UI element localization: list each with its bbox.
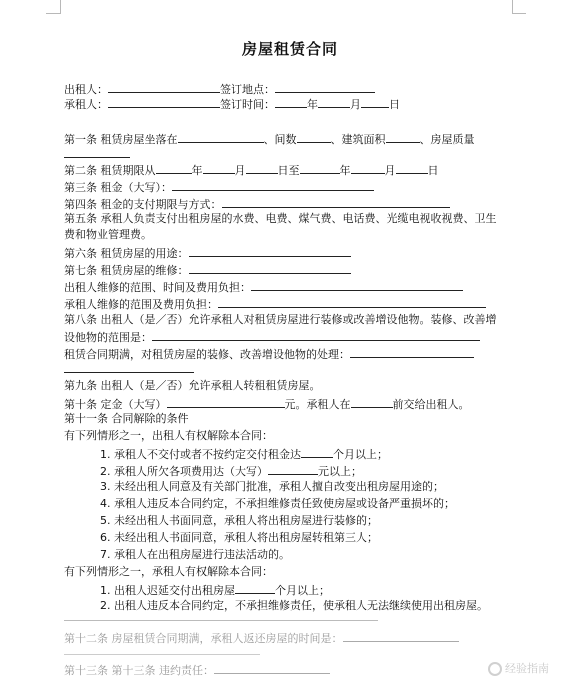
page-corner-mark: [46, 13, 60, 14]
case-tail: 元以上；: [318, 465, 362, 478]
to-year-blank[interactable]: [300, 162, 340, 174]
repair-blank[interactable]: [189, 262, 351, 274]
lessor-label: 出租人：: [64, 83, 108, 96]
page-corner-mark: [60, 0, 61, 14]
rooms-label: 、间数: [263, 133, 297, 146]
year-blank[interactable]: [275, 96, 307, 108]
case-text: 承租人所欠各项费用达（大写）: [114, 465, 268, 478]
lessor-case: [100, 446, 388, 462]
case-number: 1.: [100, 584, 111, 597]
article-4: [64, 196, 450, 212]
section-rule: [64, 654, 260, 655]
quality-label: 、房屋质量: [419, 133, 475, 146]
page-corner-mark: [512, 13, 526, 14]
case-text: 承租人不交付或者不按约定交付租金达: [114, 448, 301, 461]
sign-place-blank[interactable]: [275, 81, 375, 93]
article-11: 第十一条 合同解除的条件: [64, 412, 189, 425]
deposit-date-blank[interactable]: [351, 396, 393, 408]
lessor-case: [100, 480, 444, 494]
lessor-case: [100, 548, 290, 562]
year-label: 年: [307, 98, 318, 111]
article-13-text: 第十三条 第十三条 违约责任：: [64, 664, 214, 677]
month-label: 月: [384, 164, 396, 177]
case-text: 出租人违反本合同约定，不承担维修责任，使承租人无法继续使用出租房屋。: [114, 599, 488, 612]
deposit-text: 第十条 定金（大写）: [64, 398, 167, 411]
liability-blank[interactable]: [214, 662, 330, 674]
article-1: [64, 131, 475, 147]
rent-blank[interactable]: [172, 179, 374, 191]
lessee-repair-text: 承租人维修的范围及费用负担：: [64, 298, 218, 311]
months-blank[interactable]: [301, 446, 333, 458]
from-month-blank[interactable]: [203, 162, 235, 174]
lessor-repair-blank[interactable]: [251, 279, 463, 291]
lessor-case: [100, 531, 378, 545]
amount-blank[interactable]: [268, 463, 318, 475]
case-number: 2.: [100, 465, 111, 478]
rooms-blank[interactable]: [297, 131, 331, 143]
article-6: [64, 245, 351, 261]
lessee-case: [100, 599, 488, 613]
article-8: 第八条 出租人（是／否）允许承租人对租赁房屋进行装修或改善增设他物。装修、改善增: [64, 313, 497, 326]
article-5-continued: 费和物业管理费。: [64, 228, 152, 241]
watermark-logo-icon: [488, 662, 502, 676]
from-year-blank[interactable]: [156, 162, 192, 174]
article-7-text: 第七条 租赁房屋的维修：: [64, 264, 189, 277]
case-tail: 个月以上；: [333, 448, 388, 461]
article-8-continued: [64, 329, 480, 345]
case-text: 出租人迟延交付出租房屋: [114, 584, 235, 597]
case-text: 承租人在出租房屋进行违法活动的。: [114, 548, 290, 561]
article-9: 第九条 出租人（是／否）允许承租人转租租赁房屋。: [64, 379, 321, 392]
case-number: 1.: [100, 448, 111, 461]
month-blank[interactable]: [318, 96, 350, 108]
location-blank[interactable]: [178, 131, 264, 143]
area-label: 、建筑面积: [330, 133, 386, 146]
case-number: 7.: [100, 548, 111, 561]
lessee-blank[interactable]: [108, 96, 220, 108]
case-text: 承租人违反本合同约定，不承担维修责任致使房屋或设备严重损坏的；: [114, 497, 455, 510]
lessor-repair-line: [64, 279, 463, 295]
case-text: 未经出租人同意及有关部门批准，承租人擅自改变出租房屋用途的；: [114, 480, 444, 493]
expiry-continuation-blank[interactable]: [64, 372, 194, 373]
article-5: 第五条 承租人负责支付出租房屋的水费、电费、煤气费、电话费、光缆电视收视费、卫生: [64, 212, 497, 225]
article-13: [64, 662, 330, 678]
day-label: 日: [427, 164, 439, 177]
expiry-line: [64, 346, 474, 362]
lessor-cases-intro: 有下列情形之一，出租人有权解除本合同：: [64, 429, 273, 442]
lessee-line: [64, 96, 400, 112]
to-day-blank[interactable]: [396, 162, 428, 174]
delay-months-blank[interactable]: [235, 582, 275, 594]
sign-place-label: 签订地点：: [220, 83, 275, 96]
lessee-repair-blank[interactable]: [218, 296, 486, 308]
lessee-repair-line: [64, 296, 486, 312]
article-8-scope-text: 设他物的范围是：: [64, 331, 152, 344]
area-blank[interactable]: [386, 131, 420, 143]
article-6-text: 第六条 租赁房屋的用途：: [64, 247, 189, 260]
lessor-case: [100, 514, 378, 528]
return-time-blank[interactable]: [343, 630, 459, 642]
expiry-blank[interactable]: [350, 346, 474, 358]
payment-blank[interactable]: [222, 196, 450, 208]
watermark: [488, 660, 549, 676]
article-4-text: 第四条 租金的支付期限与方式：: [64, 198, 222, 211]
document-title: 房屋租赁合同: [241, 40, 338, 58]
renovation-scope-blank[interactable]: [152, 329, 480, 341]
article-12: [64, 630, 459, 646]
month-label: 月: [234, 164, 246, 177]
deposit-tail-text: 前交给出租人。: [392, 398, 470, 411]
day-label: 日: [389, 98, 400, 111]
lessor-repair-text: 出租人维修的范围、时间及费用负担：: [64, 281, 251, 294]
quality-blank[interactable]: [64, 157, 130, 158]
case-text: 未经出租人书面同意，承租人将出租房屋转租第三人；: [114, 531, 378, 544]
month-label: 月: [350, 98, 361, 111]
article-1-text: 第一条 租赁房屋坐落在: [64, 133, 178, 146]
year-label: 年: [339, 164, 351, 177]
lessor-blank[interactable]: [108, 81, 220, 93]
use-blank[interactable]: [189, 245, 351, 257]
section-rule: [64, 620, 378, 621]
year-label: 年: [191, 164, 203, 177]
case-number: 4.: [100, 497, 111, 510]
deposit-blank[interactable]: [167, 396, 285, 408]
case-tail: 个月以上；: [275, 584, 330, 597]
day-blank[interactable]: [361, 96, 389, 108]
article-7: [64, 262, 351, 278]
to-month-blank[interactable]: [351, 162, 385, 174]
from-day-blank[interactable]: [246, 162, 278, 174]
lessor-line: [64, 81, 375, 97]
article-12-text: 第十二条 房屋租赁合同期满，承租人返还房屋的时间是：: [64, 632, 343, 645]
case-number: 6.: [100, 531, 111, 544]
case-number: 3.: [100, 480, 111, 493]
lessee-label: 承租人：: [64, 98, 108, 111]
case-number: 2.: [100, 599, 111, 612]
day-to-label: 日至: [277, 164, 300, 177]
article-3: [64, 179, 374, 195]
case-text: 未经出租人书面同意，承租人将出租房屋进行装修的；: [114, 514, 378, 527]
lessee-case: [100, 582, 330, 598]
article-3-text: 第三条 租金（大写）：: [64, 181, 172, 194]
page-corner-mark: [512, 0, 513, 14]
sign-time-label: 签订时间：: [220, 98, 275, 111]
expiry-text: 租赁合同期满，对租赁房屋的装修、改善增设他物的处理：: [64, 348, 350, 361]
lessee-cases-intro: 有下列情形之一，承租人有权解除本合同：: [64, 565, 273, 578]
article-2-text: 第二条 租赁期限从: [64, 164, 156, 177]
lessor-case: [100, 463, 362, 479]
article-10: [64, 396, 470, 412]
case-number: 5.: [100, 514, 111, 527]
deposit-due-text: 元。承租人在: [284, 398, 351, 411]
article-2: [64, 162, 439, 178]
lessor-case: [100, 497, 455, 511]
watermark-text: 经验指南: [505, 662, 549, 675]
